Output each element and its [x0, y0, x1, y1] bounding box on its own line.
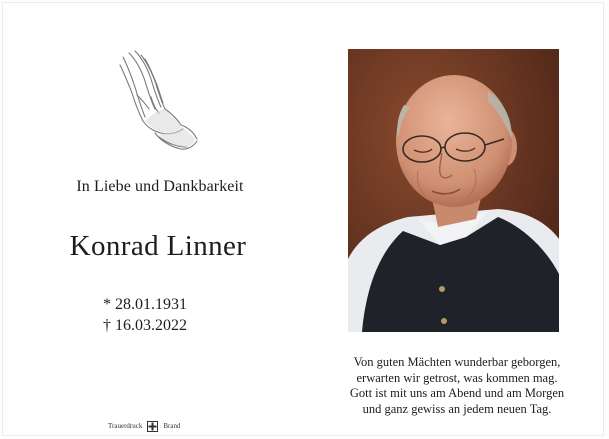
birth-symbol: *: [103, 296, 111, 313]
verse-line: erwarten wir getrost, was kommen mag.: [356, 370, 558, 385]
birth-date-row: [103, 294, 223, 315]
praying-hands-icon: [115, 47, 201, 155]
printer-name-right: Brand: [163, 422, 181, 430]
death-date-row: [103, 315, 223, 336]
death-symbol: †: [103, 317, 111, 334]
birth-date: 28.01.1931: [115, 296, 187, 313]
verse-line: Von guten Mächten wunderbar geborgen,: [353, 355, 561, 369]
memorial-verse: [317, 355, 597, 417]
death-date: 16.03.2022: [115, 317, 187, 334]
printer-name-left: Trauerdruck: [108, 422, 143, 430]
verse-line: und ganz gewiss an jedem neuen Tag.: [362, 401, 552, 416]
portrait-photo: [348, 49, 559, 332]
deceased-name: Konrad Linner: [69, 230, 247, 262]
cross-logo-icon: [147, 421, 158, 432]
verse-line: Gott ist mit uns am Abend und am Morgen: [349, 386, 565, 401]
memorial-card: [3, 3, 603, 435]
subtitle: In Liebe und Dankbarkeit: [76, 178, 244, 195]
life-dates: [103, 294, 223, 336]
printer-imprint: [108, 419, 180, 433]
